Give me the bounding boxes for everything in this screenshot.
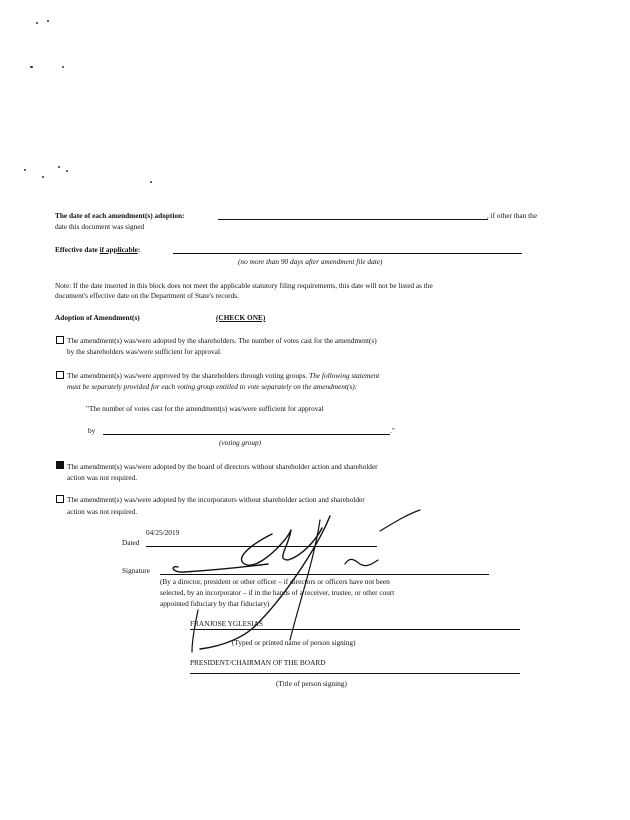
signer-name: FRANJOSE YGLESIAS — [190, 619, 263, 628]
option-board-line-1: The amendment(s) was/were adopted by the board of directors without shareholder action and shareholder — [67, 462, 378, 471]
signature-note-line-2: selected, by an incorporator – if in the hands of a receiver, trustee, or other court — [160, 588, 395, 597]
note-line-2: document's effective date on the Department of State's records. — [55, 291, 239, 300]
signer-title-caption: (Title of person signing) — [276, 679, 347, 688]
signer-title: PRESIDENT/CHAIRMAN OF THE BOARD — [190, 658, 326, 667]
dated-label: Dated — [122, 538, 140, 547]
signer-name-caption: (Typed or printed name of person signing) — [232, 638, 356, 647]
signature-note-line-3: appointed fiduciary by that fiduciary) — [160, 599, 270, 608]
amendment-date-continuation: date this document was signed — [55, 222, 145, 231]
voting-group-caption: (voting group) — [219, 438, 262, 447]
check-one-label: (CHECK ONE) — [216, 313, 266, 322]
option-voting-groups-line-2: must be separately provided for each voting group entitled to vote separately on the amendment(s): — [67, 382, 358, 391]
voting-by-label: by — [88, 426, 96, 435]
voting-closing-quote: ." — [390, 426, 395, 435]
amendment-date-label: The date of each amendment(s) adoption: — [55, 211, 185, 220]
note-line-1: Note: If the date inserted in this block does not meet the applicable statutory filing requirements, this date will not be listed as the — [55, 281, 433, 290]
effective-date-note: (no more than 90 days after amendment file date) — [238, 257, 383, 266]
effective-date-label: Effective date if applicable: — [55, 245, 141, 254]
option-voting-groups-line-1: The amendment(s) was/were approved by the shareholders through voting groups. The following statement — [67, 371, 380, 380]
amendment-date-suffix: , if other than the — [487, 211, 538, 220]
option-board-line-2: action was not required. — [67, 473, 138, 482]
voting-statement: "The number of votes cast for the amendment(s) was/were sufficient for approval — [86, 404, 324, 413]
option-shareholders-line-2: by the shareholders was/were sufficient for approval. — [67, 347, 222, 356]
option-incorporators-line-2: action was not required. — [67, 507, 138, 516]
option-shareholders-line-1: The amendment(s) was/were adopted by the shareholders. The number of votes cast for the amendment(s) — [67, 336, 377, 345]
signature-label: Signature — [122, 566, 150, 575]
adoption-heading: Adoption of Amendment(s) — [55, 313, 140, 322]
signature-note-line-1: (By a director, president or other officer – if directors or officers have not been — [160, 577, 390, 586]
option-incorporators-line-1: The amendment(s) was/were adopted by the incorporators without shareholder action and shareholder — [67, 495, 365, 504]
dated-value: 04/25/2019 — [146, 528, 180, 537]
